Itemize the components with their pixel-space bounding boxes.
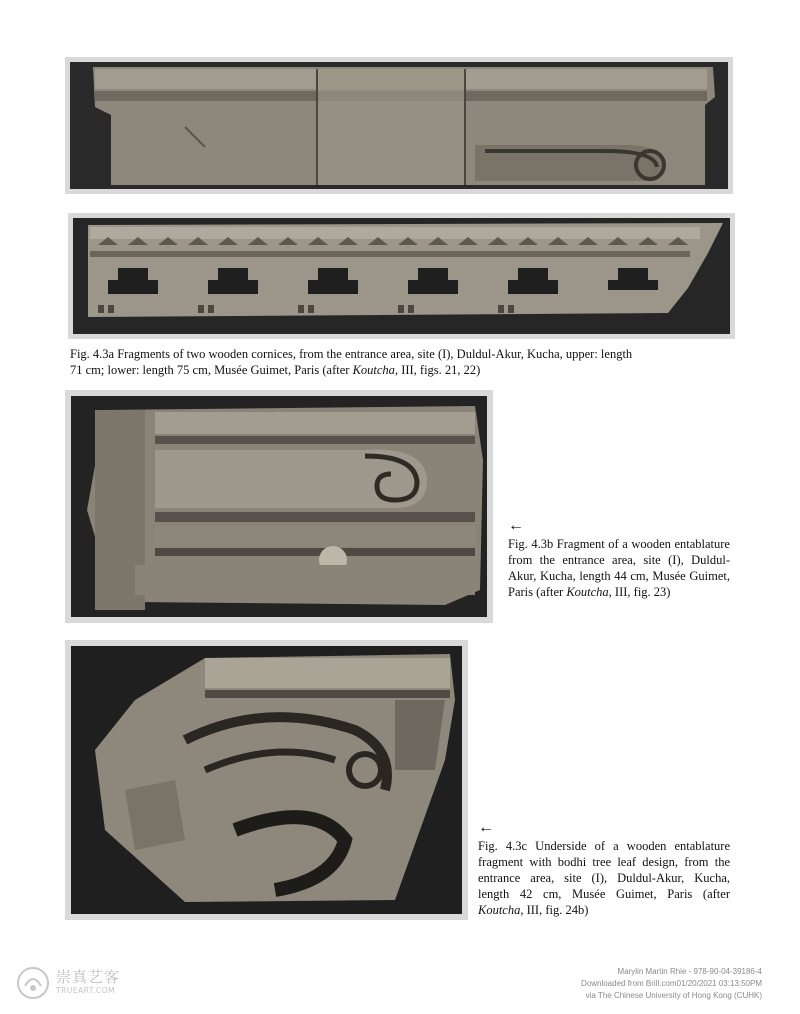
footer-download-info: Downloaded from Brill.com01/20/2021 03:13:50PM	[581, 979, 762, 988]
figure-4-3b-caption	[508, 536, 730, 600]
figure-4-3c-caption	[478, 838, 730, 918]
figure-4-3b-arrow: ←	[508, 517, 524, 534]
figure-4-3c-arrow: ←	[478, 819, 494, 836]
caption-4-3c-koutcha: Koutcha	[478, 903, 521, 917]
watermark-subtitle: TRUEART.COM	[56, 986, 116, 995]
footer-author-isbn: Marylin Martin Rhie - 978-90-04-39186-4	[617, 967, 762, 976]
figure-4-3b-photo	[65, 390, 493, 623]
watermark-title: 崇真艺客	[56, 968, 121, 986]
figure-4-3a-upper-photo	[65, 57, 733, 194]
caption-4-3a-koutcha: Koutcha	[352, 363, 395, 377]
trueart-logo-icon	[16, 966, 50, 1000]
footer-institution: via The Chinese University of Hong Kong (CUHK)	[585, 991, 762, 1000]
caption-4-3b-text: Fig. 4.3b Fragment of a wooden entablature from the entrance area, site (I), Duldul-Akur, Kucha, length 44 cm, Musée Guimet, Paris (after	[508, 537, 730, 599]
caption-4-3a-line2-end: , III, figs. 21, 22)	[394, 363, 481, 377]
figure-4-3c-photo	[65, 640, 468, 920]
caption-4-3c-end: , III, fig. 24b)	[520, 903, 589, 917]
caption-4-3a-line1: Fig. 4.3a Fragments of two wooden cornices, from the entrance area, site (I), Duldul-Akur, Kucha, upper: length	[70, 347, 633, 361]
caption-4-3a-line2: 71 cm; lower: length 75 cm, Musée Guimet, Paris (after	[70, 363, 353, 377]
caption-4-3b-koutcha: Koutcha	[566, 585, 609, 599]
figure-4-3a-caption	[70, 346, 735, 378]
figure-4-3a-lower-photo	[68, 213, 735, 339]
trueart-watermark	[16, 964, 136, 1004]
caption-4-3b-end: , III, fig. 23)	[608, 585, 671, 599]
download-footer	[581, 966, 762, 1002]
caption-4-3c-text: Fig. 4.3c Underside of a wooden entablature fragment with bodhi tree leaf design, from the entrance area, site (I), Duldul-Akur, Kucha, length 42 cm, Musée Guimet, Paris (after	[478, 839, 730, 901]
